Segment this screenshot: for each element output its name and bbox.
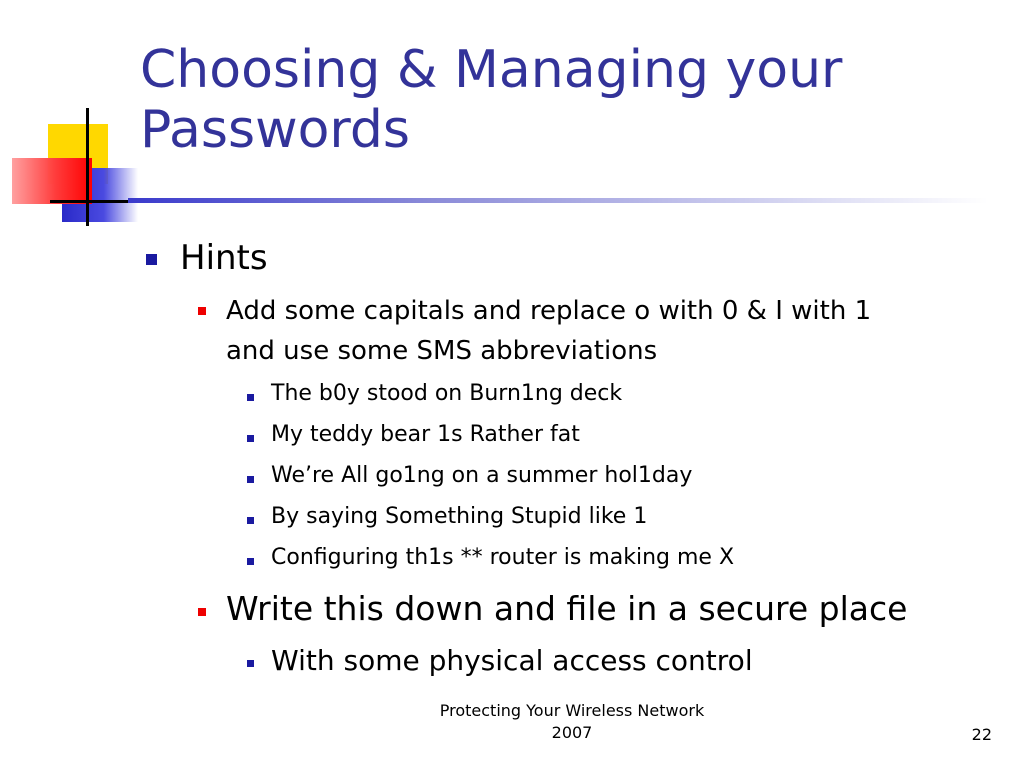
decorative-vertical-line bbox=[86, 108, 89, 226]
example-password-5: Configuring th1s ** router is making me X bbox=[271, 545, 735, 570]
footer-line2: 2007 bbox=[551, 723, 593, 742]
bullet-square-icon bbox=[247, 660, 254, 667]
bullet-square-icon bbox=[247, 476, 254, 483]
bullet-square-icon bbox=[247, 394, 254, 401]
title-underline-rule bbox=[128, 198, 988, 203]
example-password-3: We’re All go1ng on a summer hol1day bbox=[271, 463, 693, 488]
bullet-add-capitals-line1: Add some capitals and replace o with 0 & I with 1 bbox=[226, 296, 872, 326]
bullet-square-icon bbox=[247, 517, 254, 524]
bullet-square-icon bbox=[247, 558, 254, 565]
bullet-square-icon bbox=[247, 435, 254, 442]
slide-title bbox=[140, 40, 1000, 160]
footer-text bbox=[400, 700, 744, 744]
page-number: 22 bbox=[971, 725, 992, 744]
bullet-physical-access: With some physical access control bbox=[271, 644, 753, 677]
bullet-square-icon bbox=[198, 608, 206, 616]
slide-title-line2: Passwords bbox=[140, 100, 410, 160]
bullet-write-down: Write this down and file in a secure place bbox=[226, 589, 908, 628]
example-password-1: The b0y stood on Burn1ng deck bbox=[271, 381, 623, 406]
bullet-add-capitals-line2: and use some SMS abbreviations bbox=[226, 336, 658, 366]
example-password-4: By saying Something Stupid like 1 bbox=[271, 504, 648, 529]
bullet-hints: Hints bbox=[180, 238, 268, 278]
bullet-square-icon bbox=[146, 254, 157, 265]
decorative-horizontal-line bbox=[50, 200, 140, 203]
footer-line1: Protecting Your Wireless Network bbox=[439, 701, 705, 720]
decorative-red-square bbox=[12, 158, 92, 204]
bullet-square-icon bbox=[198, 307, 206, 315]
slide-title-line1: Choosing & Managing your bbox=[140, 40, 843, 100]
example-password-2: My teddy bear 1s Rather fat bbox=[271, 422, 580, 447]
